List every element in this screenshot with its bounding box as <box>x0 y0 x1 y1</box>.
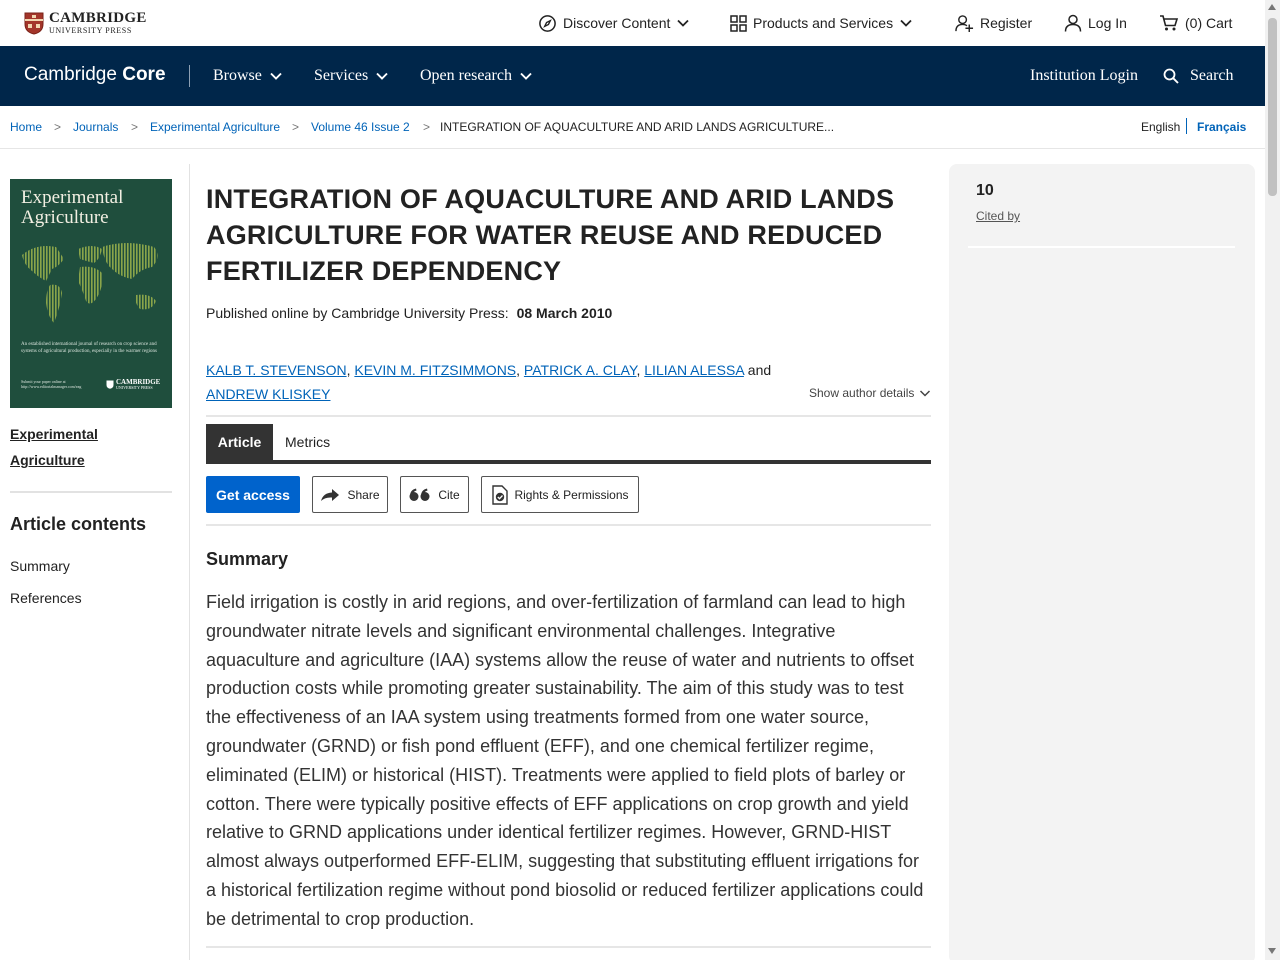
chevron-down-icon <box>676 16 690 30</box>
breadcrumb-current: INTEGRATION OF AQUACULTURE AND ARID LANDS AGRICULTURE... <box>440 120 835 134</box>
search-icon <box>1163 68 1179 84</box>
breadcrumb-journals[interactable]: Journals <box>73 120 119 134</box>
article-title: INTEGRATION OF AQUACULTURE AND ARID LANDS AGRICULTURE FOR WATER REUSE AND REDUCED FERTILIZER DEPENDENCY <box>206 184 895 286</box>
scroll-up-arrow[interactable] <box>1268 4 1276 10</box>
breadcrumb-volume[interactable]: Volume 46 Issue 2 <box>311 120 410 134</box>
chevron-down-icon <box>519 69 533 83</box>
cart-icon <box>1159 14 1179 32</box>
discover-content-menu[interactable] <box>538 0 690 46</box>
login-label: Log In <box>1088 15 1127 31</box>
grid-icon <box>730 15 747 32</box>
cambridge-university-press-logo[interactable] <box>24 11 147 35</box>
scrollbar-thumb[interactable] <box>1268 18 1277 196</box>
cover-publisher-logo <box>106 379 160 390</box>
article-contents-heading: Article contents <box>10 514 147 534</box>
show-author-details-toggle[interactable] <box>809 386 931 400</box>
tab-article[interactable]: Article <box>206 424 273 460</box>
tab-underline <box>206 460 931 464</box>
discover-icon <box>538 14 557 33</box>
quote-icon <box>409 488 431 502</box>
cover-submit-text: Submit your paper online at http://www.editorialmanager.com/eag <box>21 379 82 389</box>
publication-info <box>206 305 612 321</box>
get-access-button[interactable]: Get access <box>206 476 300 513</box>
login-link[interactable] <box>1064 0 1127 46</box>
show-author-details-label: Show author details <box>809 386 915 400</box>
summary-heading: Summary <box>206 549 289 569</box>
divider <box>206 415 931 417</box>
add-user-icon <box>955 14 974 33</box>
divider <box>206 946 931 948</box>
journal-cover-image[interactable] <box>10 179 172 408</box>
logo-line1: CAMBRIDGE <box>49 10 147 26</box>
search-button[interactable] <box>1163 46 1234 106</box>
main-navigation <box>0 46 1265 106</box>
products-services-label: Products and Services <box>753 15 894 31</box>
cover-blurb: An established international journal of research on crop science and systems of agricultural production, especially in the warmer regions <box>21 342 157 354</box>
cited-by-link[interactable]: Cited by <box>976 209 1021 223</box>
discover-content-label: Discover Content <box>563 15 671 31</box>
panel-divider <box>968 246 1235 248</box>
core-logo-bold: Core <box>122 64 166 85</box>
divider <box>206 524 931 526</box>
breadcrumb-home[interactable]: Home <box>10 120 43 134</box>
summary-text: Field irrigation is costly in arid regions, and over-fertilization of farmland can lead to high groundwater nitrate levels and significant environmental challenges. Integrative aquaculture and agriculture (IAA) systems allow the reuse of water and nutrients to offset production costs while promoting greater sustainability. The aim of this study was to test the effectiveness of an IAA system using treatments formed from one water source, groundwater (GRND) or fish pond effluent (EFF), and one chemical fertilizer regime, eliminated (ELIM) or historical (HIST). Treatments were applied to field plots of barley or cotton. There were typically positive effects of EFF applications on crop growth and yield relative to GRND applications under identical fertilizer regimes. However, GRND-HIST almost always outperformed EFF-ELIM, suggesting that substituting effluent irrigations for a historical fertilization regime without pond biosolid or reduced fertilizer applications could be detrimental to crop production. <box>206 592 924 929</box>
contents-item-summary[interactable]: Summary <box>10 558 70 574</box>
core-logo-light: Cambridge <box>24 64 123 85</box>
author-link[interactable]: PATRICK A. CLAY <box>523 362 637 378</box>
tab-metrics[interactable]: Metrics <box>285 434 331 450</box>
institution-login-link[interactable] <box>1030 46 1138 106</box>
browse-label: Browse <box>213 67 262 84</box>
products-services-menu[interactable] <box>730 0 913 46</box>
share-icon <box>320 488 340 502</box>
contents-item-references[interactable]: References <box>10 590 82 606</box>
top-bar <box>0 0 1265 46</box>
share-button[interactable] <box>312 476 388 513</box>
language-french[interactable]: Français <box>1197 120 1247 134</box>
author-link[interactable]: KEVIN M. FITZSIMMONS <box>354 362 517 378</box>
breadcrumb-separator: > <box>423 120 431 134</box>
chevron-down-icon <box>899 16 913 30</box>
author-list: KALB T. STEVENSON, KEVIN M. FITZSIMMONS, PATRICK A. CLAY, LILIAN ALESSA and ANDREW KLISKEY <box>206 362 772 402</box>
breadcrumb-journal[interactable]: Experimental Agriculture <box>150 120 281 134</box>
register-link[interactable] <box>955 0 1032 46</box>
cover-title: Experimental Agriculture <box>21 187 124 228</box>
chevron-down-icon <box>375 69 389 83</box>
chevron-down-icon <box>919 387 931 399</box>
institution-login-label: Institution Login <box>1030 67 1138 84</box>
open-research-label: Open research <box>420 67 512 84</box>
user-icon <box>1064 14 1082 32</box>
nav-divider <box>189 65 190 87</box>
authors-and: and <box>747 362 772 378</box>
breadcrumb-separator: > <box>131 120 139 134</box>
cambridge-core-logo[interactable] <box>24 64 166 86</box>
author-link[interactable]: LILIAN ALESSA <box>644 362 744 378</box>
cited-by-count: 10 <box>976 182 994 199</box>
rights-label: Rights & Permissions <box>514 487 629 502</box>
register-label: Register <box>980 15 1033 31</box>
sidebar-border <box>189 164 190 960</box>
world-map-graphic <box>16 237 166 329</box>
share-label: Share <box>347 487 380 502</box>
services-label: Services <box>314 67 369 84</box>
language-english[interactable]: English <box>1141 120 1181 134</box>
sidebar-divider <box>10 491 172 493</box>
cite-button[interactable] <box>400 476 469 513</box>
services-menu[interactable] <box>314 46 389 106</box>
breadcrumb <box>0 106 1265 149</box>
search-label: Search <box>1190 67 1234 84</box>
chevron-down-icon <box>269 69 283 83</box>
cart-label: (0) Cart <box>1185 15 1233 31</box>
journal-name-link[interactable]: Experimental Agriculture <box>10 426 98 468</box>
metrics-panel <box>949 164 1255 960</box>
scroll-down-arrow[interactable] <box>1268 948 1276 954</box>
breadcrumb-separator: > <box>54 120 62 134</box>
cart-link[interactable] <box>1159 0 1232 46</box>
cover-cup-line2: UNIVERSITY PRESS <box>116 385 153 390</box>
published-date: 08 March 2010 <box>516 305 613 321</box>
breadcrumb-separator: > <box>292 120 300 134</box>
logo-line2: UNIVERSITY PRESS <box>49 26 132 35</box>
author-link[interactable]: ANDREW KLISKEY <box>206 386 331 402</box>
browse-menu[interactable] <box>213 46 283 106</box>
cup-shield-icon <box>106 380 114 389</box>
language-divider <box>1186 118 1187 134</box>
open-research-menu[interactable] <box>420 46 533 106</box>
published-label: Published online by Cambridge University Press: <box>206 305 509 321</box>
cover-cup-line1: CAMBRIDGE <box>116 378 161 386</box>
author-link[interactable]: KALB T. STEVENSON <box>206 362 347 378</box>
permissions-icon <box>491 485 509 505</box>
cite-label: Cite <box>438 487 460 502</box>
rights-permissions-button[interactable] <box>481 476 639 513</box>
cup-shield-icon <box>24 12 44 35</box>
